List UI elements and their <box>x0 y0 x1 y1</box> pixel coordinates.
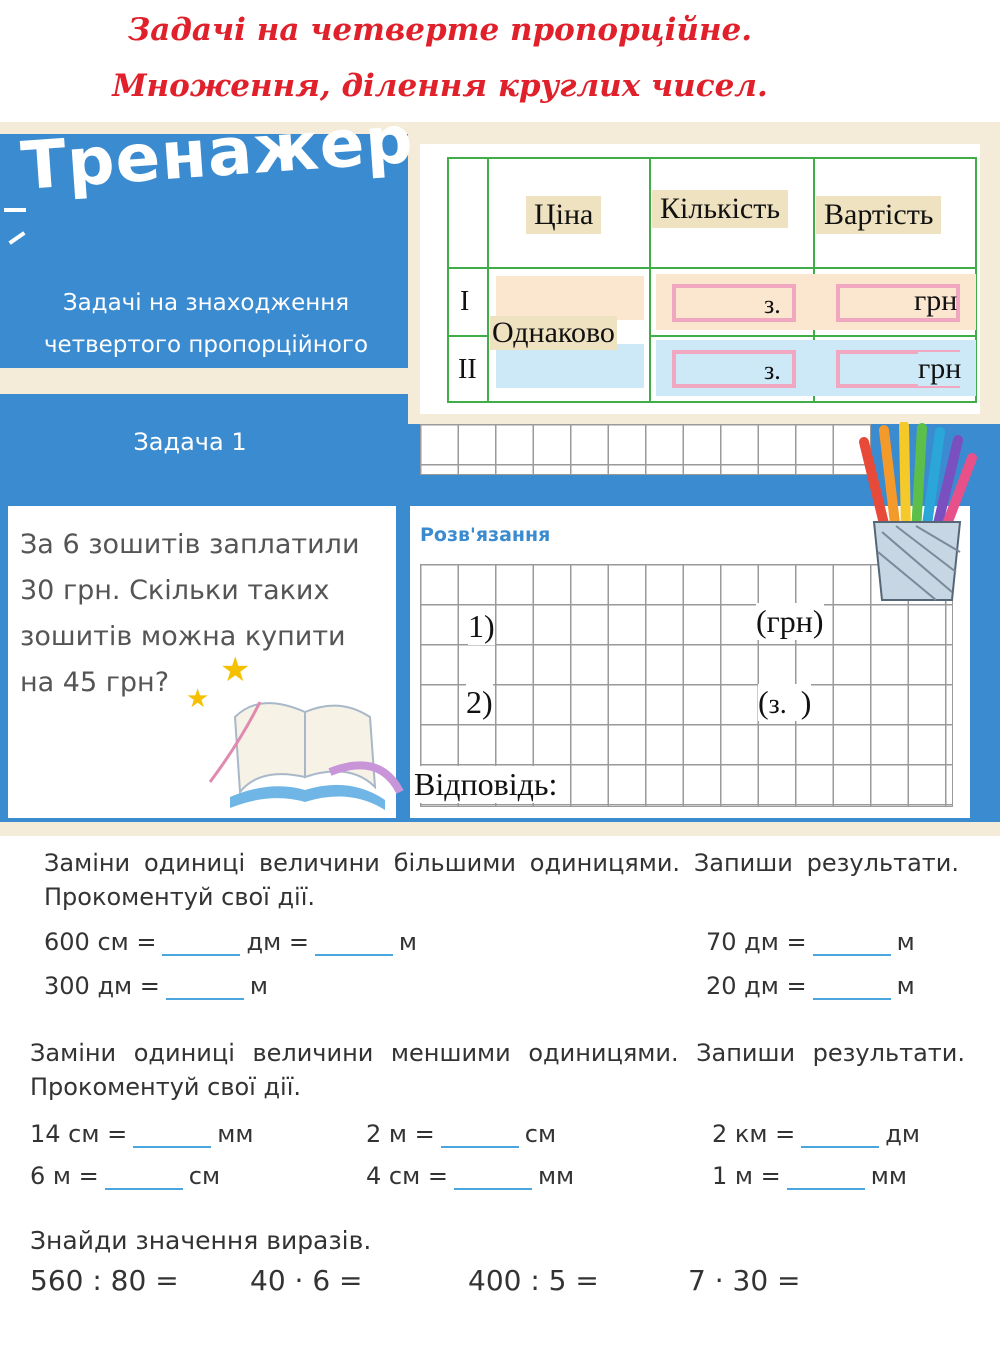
worksheet-subtitle <box>6 282 406 366</box>
subtitle-line1: Задачі на знаходження <box>62 290 350 316</box>
exercise1-item <box>706 972 915 1000</box>
ex2-unit: см <box>188 1162 221 1190</box>
step1-unit: (грн) <box>756 603 824 639</box>
proportion-table <box>420 144 980 414</box>
star-icon: ★ <box>186 684 210 714</box>
ex1-left: 70 дм = <box>706 928 807 956</box>
ex1-unit: м <box>896 928 915 956</box>
step2-paren-open: ( <box>758 684 769 720</box>
subtitle-line2: четвертого пропорційного <box>43 332 369 358</box>
panel-divider <box>0 368 420 394</box>
ex1-left: 300 дм = <box>44 972 160 1000</box>
answer-blank[interactable] <box>801 1120 879 1148</box>
step1-number: 1) <box>468 608 495 644</box>
answer-blank[interactable] <box>315 928 393 956</box>
book-icon <box>200 672 410 822</box>
star-icon: ★ <box>220 650 251 690</box>
step2-number: 2) <box>466 684 493 720</box>
solution-heading: Розв'язання <box>420 524 551 546</box>
answer-blank[interactable] <box>162 928 240 956</box>
ex2-unit: см <box>524 1120 557 1148</box>
answer-blank[interactable] <box>441 1120 519 1148</box>
exercise1-item <box>44 928 417 956</box>
ex2-unit: мм <box>870 1162 907 1190</box>
exercise2-item <box>366 1162 574 1190</box>
header-quantity: Кількість <box>652 190 788 228</box>
exercise3-instruction: Знайди значення виразів. <box>30 1226 372 1255</box>
exercise2-item <box>712 1162 907 1190</box>
price-cell-row1 <box>496 276 644 320</box>
ex2-left: 4 см = <box>366 1162 448 1190</box>
answer-blank[interactable] <box>133 1120 211 1148</box>
ex1-left: 20 дм = <box>706 972 807 1000</box>
price-merged-value: Однаково <box>492 316 615 349</box>
ex1-unit: м <box>398 928 418 956</box>
ex2-left: 2 км = <box>712 1120 796 1148</box>
expression: 560 : 80 = <box>30 1264 179 1297</box>
badge-accent-icon <box>4 208 26 212</box>
ex2-left: 1 м = <box>712 1162 781 1190</box>
problem-line: зошитів можна купити <box>20 621 346 652</box>
step2-unit-text: з. <box>768 689 787 720</box>
row-label-2: II <box>458 354 477 385</box>
ex2-left: 2 м = <box>366 1120 435 1148</box>
answer-blank[interactable] <box>813 928 891 956</box>
cost-unit-row2: грн <box>918 352 962 385</box>
answer-label: Відповідь: <box>414 766 558 802</box>
exercise2-item <box>712 1120 920 1148</box>
answer-blank[interactable] <box>454 1162 532 1190</box>
exercise2-instruction: Заміни одиниці величини меншими одиницями. Запиши результати. Прокоментуй свої дії. <box>30 1039 965 1101</box>
expression: 400 : 5 = <box>468 1264 599 1297</box>
exercise2-item <box>30 1162 220 1190</box>
expression: 7 · 30 = <box>688 1264 801 1297</box>
ex1-unit: м <box>896 972 915 1000</box>
qty-unit-row1: з. <box>764 290 781 319</box>
answer-blank[interactable] <box>166 972 244 1000</box>
exercise2-item <box>30 1120 253 1148</box>
step2-unit <box>758 684 811 721</box>
answer-blank[interactable] <box>813 972 891 1000</box>
problem-line: 30 грн. Скільки таких <box>20 575 330 606</box>
problem-line: на 45 грн? <box>20 667 170 698</box>
row-label-1: I <box>460 286 470 317</box>
ex1-unit: м <box>249 972 268 1000</box>
ex2-unit: мм <box>537 1162 575 1190</box>
exercise1-item <box>706 928 915 956</box>
grid-strip <box>420 424 871 475</box>
header-cost: Вартість <box>816 196 941 234</box>
ex1-left: 600 см = <box>44 928 157 956</box>
answer-blank[interactable] <box>105 1162 183 1190</box>
worksheet-badge: Тренажер <box>18 100 416 205</box>
qty-unit-row2: з. <box>764 356 781 385</box>
ex2-unit: дм <box>885 1120 920 1148</box>
ex2-left: 14 см = <box>30 1120 128 1148</box>
header-price: Ціна <box>526 196 601 234</box>
step2-paren-close: ) <box>800 684 812 720</box>
page-title-line1: Задачі на четверте пропорційне. <box>127 12 753 48</box>
ex2-left: 6 м = <box>30 1162 99 1190</box>
pencil-cup-icon <box>856 422 978 610</box>
task-label: Задача 1 <box>133 428 247 456</box>
panel-bottom-border <box>0 822 1000 836</box>
page-title-line2: Множення, ділення круглих чисел. <box>112 68 768 104</box>
ex1-mid: дм = <box>246 928 309 956</box>
ex2-unit: мм <box>217 1120 254 1148</box>
problem-line: За 6 зошитів заплатили <box>20 529 360 560</box>
price-cell-row2 <box>496 344 644 388</box>
exercise1-instruction: Заміни одиниці величини більшими одиницями. Запиши результати. Прокоментуй свої дії. <box>44 849 959 911</box>
answer-blank[interactable] <box>787 1162 865 1190</box>
expression: 40 · 6 = <box>250 1264 363 1297</box>
exercise2-item <box>366 1120 556 1148</box>
cost-unit-row1: грн <box>914 284 958 317</box>
exercise1-item <box>44 972 268 1000</box>
